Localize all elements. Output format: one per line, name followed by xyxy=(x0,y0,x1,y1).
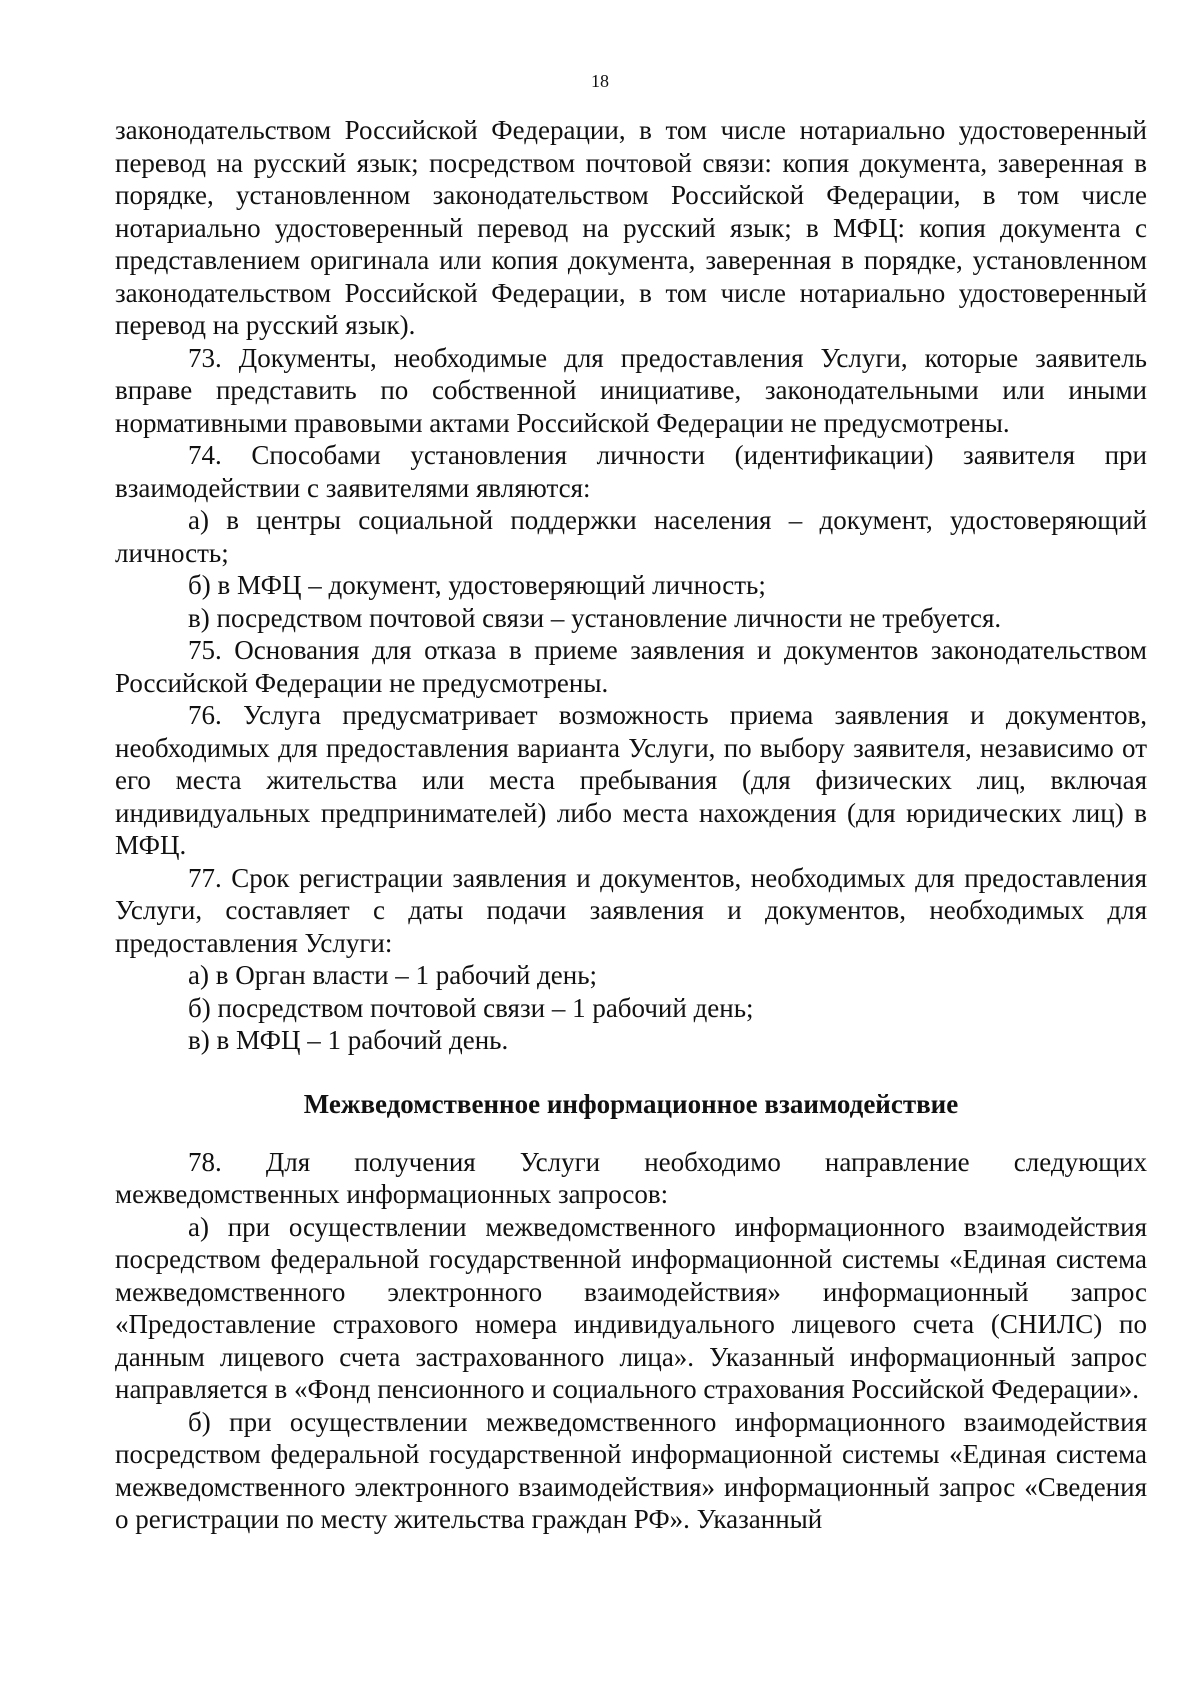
paragraph-78: 78. Для получения Услуги необходимо направление следующих межведомственных информационных запросов: xyxy=(115,1146,1147,1209)
paragraph-77-v: в) в МФЦ – 1 рабочий день. xyxy=(188,1025,509,1055)
paragraph-74-v: в) посредством почтовой связи – установление личности не требуется. xyxy=(188,602,1002,633)
document-body xyxy=(115,114,1147,1536)
paragraph-76: 76. Услуга предусматривает возможность приема заявления и документов, необходимых для предоставления варианта Услуги, по выбору заявителя, независимо от его места жительства или места пребывания (для физических лиц, включая индивидуальных предпринимателей) либо места нахождения (для юридических лиц) в МФЦ. xyxy=(115,700,1147,860)
paragraph-77-b: б) посредством почтовой связи – 1 рабочий день; xyxy=(188,992,754,1023)
section-title: Межведомственное информационное взаимодействие xyxy=(303,1088,959,1119)
paragraph-78-a: а) при осуществлении межведомственного информационного взаимодействия посредством федеральной государственной информационной системы «Единая система межведомственного электронного взаимодействия» информационный запрос «Предоставление страхового номера индивидуального лицевого счета (СНИЛС) по данным лицевого счета застрахованного лица». Указанный информационный запрос направляется в «Фонд пенсионного и социального страхования Российской Федерации». xyxy=(115,1211,1147,1404)
paragraph-77-a: а) в Орган власти – 1 рабочий день; xyxy=(188,960,598,990)
paragraph-73: 73. Документы, необходимые для предоставления Услуги, которые заявитель вправе представить по собственной инициативе, законодательными или иными нормативными правовыми актами Российской Федерации не предусмотрены. xyxy=(115,342,1147,438)
paragraph-74-a: а) в центры социальной поддержки населения – документ, удостоверяющий личность; xyxy=(115,505,1147,568)
paragraph-78-b: б) при осуществлении межведомственного информационного взаимодействия посредством федеральной государственной информационной системы «Единая система межведомственного электронного взаимодействия» информационный запрос «Сведения о регистрации по месту жительства граждан РФ». Указанный xyxy=(115,1406,1147,1534)
paragraph-75: 75. Основания для отказа в приеме заявления и документов законодательством Российской Федерации не предусмотрены. xyxy=(115,635,1147,698)
paragraph-77: 77. Срок регистрации заявления и документов, необходимых для предоставления Услуги, составляет с даты подачи заявления и документов, необходимых для предоставления Услуги: xyxy=(115,862,1147,958)
page-number: 18 xyxy=(591,71,609,91)
continuation-paragraph: законодательством Российской Федерации, в том числе нотариально удостоверенный перевод на русский язык; посредством почтовой связи: копия документа, заверенная в порядке, установленном законодательством Российской Федерации, в том числе нотариально удостоверенный перевод на русский язык; в МФЦ: копия документа с представлением оригинала или копия документа, заверенная в порядке, установленном законодательством Российской Федерации, в том числе нотариально удостоверенный перевод на русский язык). xyxy=(115,115,1147,340)
paragraph-74-b: б) в МФЦ – документ, удостоверяющий личность; xyxy=(188,570,766,600)
paragraph-74: 74. Способами установления личности (идентификации) заявителя при взаимодействии с заявителями являются: xyxy=(115,440,1147,503)
